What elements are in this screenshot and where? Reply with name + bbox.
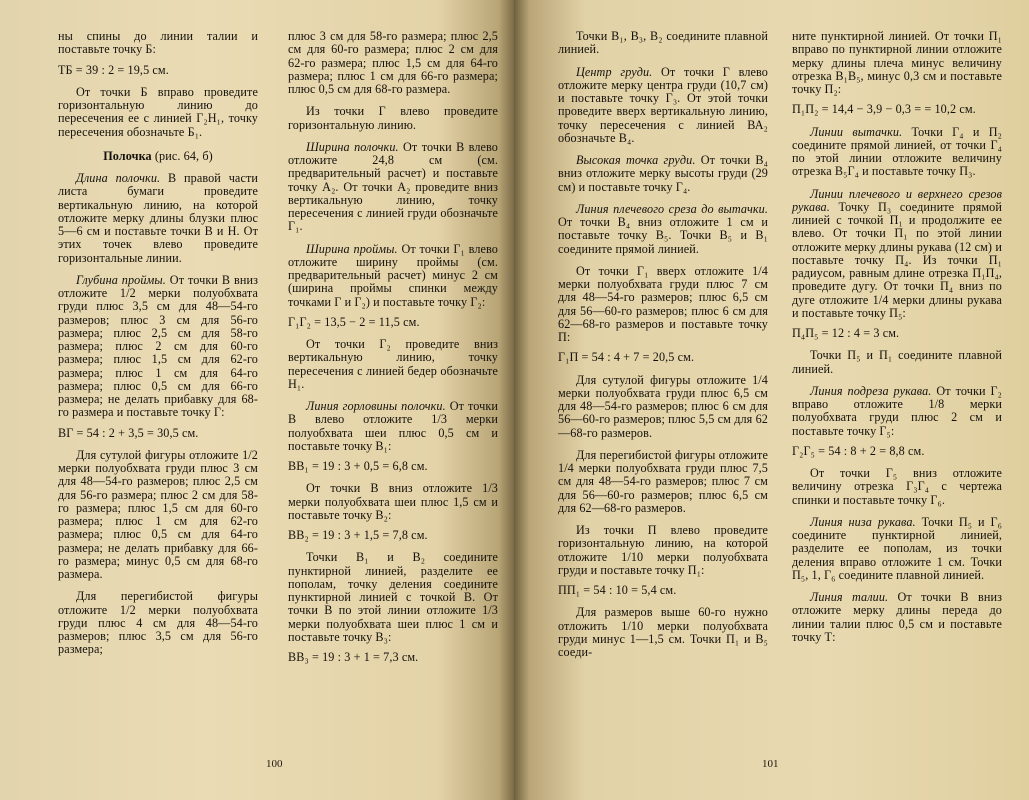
body-paragraph bbox=[558, 374, 768, 440]
paragraph-text: Точку П₃ соедините прямой линией с точкой П₁ и продолжите ее влево. От точки П₁ по этой линии отложите мерку длины рукава (12 см) и поставьте точку П₄. Из точки П₁ радиусом, равным длине отрезка П₁П₄, проведите дугу. От точки П₄ вниз по дуге отложите 1/4 мерки длины рукава и поставьте точку П₅: bbox=[792, 199, 1002, 320]
formula-line: ВГ = 54 : 2 + 3,5 = 30,5 см. bbox=[58, 425, 199, 440]
paragraph-text: От точки В₄ вниз отложите 1 см и поставьте точку В₅. Точки В₅ и В₁ соедините прямой линией. bbox=[558, 215, 768, 256]
body-paragraph bbox=[558, 606, 768, 659]
paragraph-text: От точки Г влево отложите мерку центра груди (10,7 см) и поставьте точку Г₃. От этой точки проведите вверх вертикальную линию, точку пересечения с линией ВА₂ обозначьте В₄. bbox=[558, 64, 768, 145]
paragraph-text: Для перегибистой фигуры отложите 1/2 мерки полуобхвата груди плюс 4 см для 48—54-го размеров; плюс 3,5 см для 56-го размера; bbox=[58, 589, 258, 657]
paragraph-lead-italic: Линия плечевого среза до вытачки. bbox=[576, 201, 768, 216]
formula-line: П₁П₂ = 14,4 − 3,9 − 0,3 = = 10,2 см. bbox=[792, 102, 976, 117]
body-paragraph bbox=[58, 274, 258, 420]
body-paragraph bbox=[288, 400, 498, 453]
body-paragraph bbox=[288, 30, 498, 96]
body-paragraph bbox=[58, 590, 258, 656]
formula-line: ПП₁ = 54 : 10 = 5,4 см. bbox=[558, 583, 677, 597]
body-paragraph bbox=[792, 591, 1002, 644]
formula-line: ТБ = 39 : 2 = 19,5 см. bbox=[58, 62, 169, 77]
paragraph-text: ны спины до линии талии и поставьте точку Б: bbox=[58, 29, 258, 57]
paragraph-text: Для сутулой фигуры отложите 1/2 мерки полуобхвата груди плюс 3 см для 48—54-го размеров; плюс 2,5 см для 56-го размера; плюс 2 см для 58-го размера; плюс 1,5 см для 60-го размера; плюс 1 см для 62-го размера; плюс 0,5 см для 64-го размера; не делать прибавку для 66-го размера; минус 0,5 см для 68-го размера. bbox=[58, 447, 258, 581]
paragraph-text: От точки В вниз отложите 1/2 мерки полуобхвата груди плюс 3,5 см для 48—54-го размеров; плюс 3 см для 56-го размера; плюс 2,5 см для 58-го размера; плюс 2 см для 60-го размера; плюс 1,5 см для 62-го размера; плюс 1 см для 64-го размера; плюс 0,5 см для 66-го размера; не делать прибавку для 68-го размера и поставьте точку Г: bbox=[58, 272, 258, 420]
paragraph-lead-italic: Длина полочки. bbox=[76, 171, 161, 185]
body-paragraph bbox=[288, 551, 498, 644]
formula-line: ВВ₂ = 19 : 3 + 1,5 = 7,8 см. bbox=[288, 528, 428, 542]
body-paragraph bbox=[558, 30, 768, 57]
paragraph-text: Для перегибистой фигуры отложите 1/4 мерки полуобхвата груди плюс 7,5 см для 48—54-го размеров; плюс 7 см для 56—60-го размеров; плюс 6,5 см для 62—68-го размеров. bbox=[558, 447, 768, 515]
paragraph-text: От точки В вниз отложите 1/3 мерки полуобхвата шеи плюс 1,5 см и поставьте точку В₂: bbox=[288, 481, 498, 522]
paragraph-text: От точки Г₁ вверх отложите 1/4 мерки полуобхвата груди плюс 7 см для 48—54-го размеров; плюс 6,5 см для 56—60-го размеров; плюс 6 см для 62—68-го размеров и поставьте точку П: bbox=[558, 263, 768, 344]
paragraph-text: Точки П₅ и П₁ соедините плавной линией. bbox=[792, 348, 1002, 376]
body-paragraph bbox=[288, 105, 498, 132]
right-page-column-1 bbox=[558, 30, 768, 659]
left-page-column-2 bbox=[288, 30, 498, 671]
paragraph-lead-italic: Линии вытачки. bbox=[810, 124, 903, 139]
paragraph-text: От точки В₄ вниз отложите мерку высоты груди (29 см) и поставьте точку Г₄. bbox=[558, 153, 768, 194]
body-paragraph bbox=[792, 126, 1002, 179]
paragraph-text: От точки Б вправо проведите горизонтальную линию до пересечения ее с линией Г₂Н₁, точку пересечения обозначьте Б₁. bbox=[58, 84, 258, 139]
body-paragraph bbox=[558, 265, 768, 345]
page-number: 100 bbox=[266, 758, 283, 770]
right-page bbox=[514, 0, 1029, 800]
paragraph-text: Точки В₁ и В₂ соедините пунктирной линией, разделите ее пополам, точку деления соедините пунктирной линией с точкой В. От точки В по этой линии отложите 1/3 мерки полуобхвата шеи плюс 1 см и поставьте точку В₃: bbox=[288, 550, 498, 644]
formula-line: Г₁П = 54 : 4 + 7 = 20,5 см. bbox=[558, 350, 695, 365]
paragraph-text: От точки В влево отложите 24,8 см (см. предварительный расчет) и поставьте точку А₂. От точки А₂ проведите вниз вертикальную линию, точку пересечения с линией груди обозначьте Г₁. bbox=[288, 139, 498, 234]
paragraph-lead-italic: Высокая точка груди. bbox=[576, 153, 696, 167]
paragraph-text: Для размеров выше 60-го нужно отложить 1/10 мерки полуобхвата груди минус 1—1,5 см. Точки П₁ и В₅ соеди- bbox=[558, 605, 768, 659]
paragraph-text: В правой части листа бумаги проведите вертикальную линию, на которой отложите мерку длины блузки плюс 5—6 см и поставьте точки В и Н. От этих точек влево проведите горизонтальные линии. bbox=[58, 171, 258, 265]
body-paragraph bbox=[58, 86, 258, 139]
section-heading-ref: (рис. 64, б) bbox=[151, 148, 213, 163]
paragraph-text: От точки В влево отложите 1/3 мерки полуобхвата шеи плюс 0,5 см и поставьте точку В₁: bbox=[288, 399, 498, 453]
body-paragraph bbox=[58, 449, 258, 582]
paragraph-text: Из точки П влево проведите горизонтальную линию, на которой отложите 1/10 мерки полуобхвата груди и поставьте точку П₁: bbox=[558, 523, 768, 577]
body-paragraph bbox=[558, 66, 768, 146]
paragraph-lead-italic: Линия низа рукава. bbox=[810, 514, 916, 529]
paragraph-text: От точки В вниз отложите мерку длины переда до линии талии плюс 0,5 см и поставьте точку Т: bbox=[792, 590, 1002, 644]
body-paragraph bbox=[792, 30, 1002, 96]
paragraph-text: От точки Г₂ проведите вниз вертикальную линию, точку пересечения с линией бедер обозначьте Н₁. bbox=[288, 337, 498, 391]
body-paragraph bbox=[58, 172, 258, 265]
formula-line: ВВ₃ = 19 : 3 + 1 = 7,3 см. bbox=[288, 650, 419, 664]
paragraph-lead-italic: Центр груди. bbox=[576, 64, 653, 79]
body-paragraph bbox=[792, 188, 1002, 321]
paragraph-lead-italic: Линия горловины полочки. bbox=[306, 399, 446, 413]
body-paragraph bbox=[558, 524, 768, 577]
page-number: 101 bbox=[762, 758, 779, 770]
section-heading bbox=[58, 150, 258, 163]
paragraph-text: ните пунктирной линией. От точки П₁ вправо по пунктирной линии отложите мерку длины плеча минус величину отрезка В₁В₅, минус 0,3 см и поставьте точку П₂: bbox=[792, 29, 1002, 96]
paragraph-lead-italic: Линии плечевого и верхнего срезов рукава. bbox=[792, 186, 1002, 214]
paragraph-text: Из точки Г влево проведите горизонтальную линию. bbox=[288, 104, 498, 132]
body-paragraph bbox=[58, 30, 258, 57]
body-paragraph bbox=[792, 385, 1002, 438]
paragraph-lead-italic: Линия подреза рукава. bbox=[810, 383, 932, 398]
body-paragraph bbox=[558, 154, 768, 194]
body-paragraph bbox=[288, 338, 498, 391]
paragraph-text: плюс 3 см для 58-го размера; плюс 2,5 см для 60-го размера; плюс 2 см для 62-го размера; плюс 1,5 см для 64-го размера; плюс 1 см для 66-го размера; плюс 0,5 см для 68-го размера. bbox=[288, 29, 498, 96]
paragraph-text: Точки В₁, В₃, В₂ соедините плавной линией. bbox=[558, 29, 768, 57]
paragraph-text: От точки Г₂ вправо отложите 1/8 мерки полуобхвата груди плюс 2 см и поставьте точку Г₅: bbox=[792, 383, 1002, 438]
paragraph-text: Точки Г₄ и П₂ соедините прямой линией, от точки Г₄ по этой линии отложите величину отрезка В₅Г₄ и поставьте точку П₃. bbox=[792, 124, 1002, 179]
section-heading-title: Полочка bbox=[103, 148, 152, 163]
paragraph-text: От точки Г₁ влево отложите ширину проймы (см. предварительный расчет) минус 2 см (ширина проймы спинки между точками Г и Г₂) и поставьте точку Г₂: bbox=[288, 241, 498, 309]
formula-line: Г₂Г₅ = 54 : 8 + 2 = 8,8 см. bbox=[792, 443, 925, 458]
paragraph-lead-italic: Линия талии. bbox=[810, 590, 889, 604]
body-paragraph bbox=[792, 349, 1002, 376]
body-paragraph bbox=[288, 141, 498, 234]
body-paragraph bbox=[558, 203, 768, 256]
paragraph-text: От точки Г₅ вниз отложите величину отрезка Г₃Г₄ с чертежа спинки и поставьте точку Г₆. bbox=[792, 466, 1002, 507]
paragraph-lead-italic: Ширина проймы. bbox=[306, 241, 398, 256]
formula-line: П₄П₅ = 12 : 4 = 3 см. bbox=[792, 326, 900, 340]
paragraph-lead-italic: Глубина проймы. bbox=[76, 272, 166, 287]
body-paragraph bbox=[792, 516, 1002, 582]
body-paragraph bbox=[288, 243, 498, 309]
left-page bbox=[0, 0, 514, 800]
formula-line: ВВ₁ = 19 : 3 + 0,5 = 6,8 см. bbox=[288, 459, 428, 473]
right-page-column-2 bbox=[792, 30, 1002, 644]
left-page-column-1 bbox=[58, 30, 258, 657]
formula-line: Г₁Г₂ = 13,5 − 2 = 11,5 см. bbox=[288, 314, 420, 329]
paragraph-text: Точки П₅ и Г₆ соедините пунктирной линией, разделите ее пополам, из точки деления вправо отложите 1 см. Точки П₅, 1, Г₆ соедините плавной линией. bbox=[792, 514, 1002, 582]
paragraph-lead-italic: Ширина полочки. bbox=[306, 139, 399, 154]
body-paragraph bbox=[558, 449, 768, 515]
body-paragraph bbox=[792, 467, 1002, 507]
body-paragraph bbox=[288, 482, 498, 522]
paragraph-text: Для сутулой фигуры отложите 1/4 мерки полуобхвата груди плюс 6,5 см для 48—54-го размеров; плюс 6 см для 56—60-го размеров; плюс 5,5 см для 62—68-го размеров. bbox=[558, 372, 768, 440]
